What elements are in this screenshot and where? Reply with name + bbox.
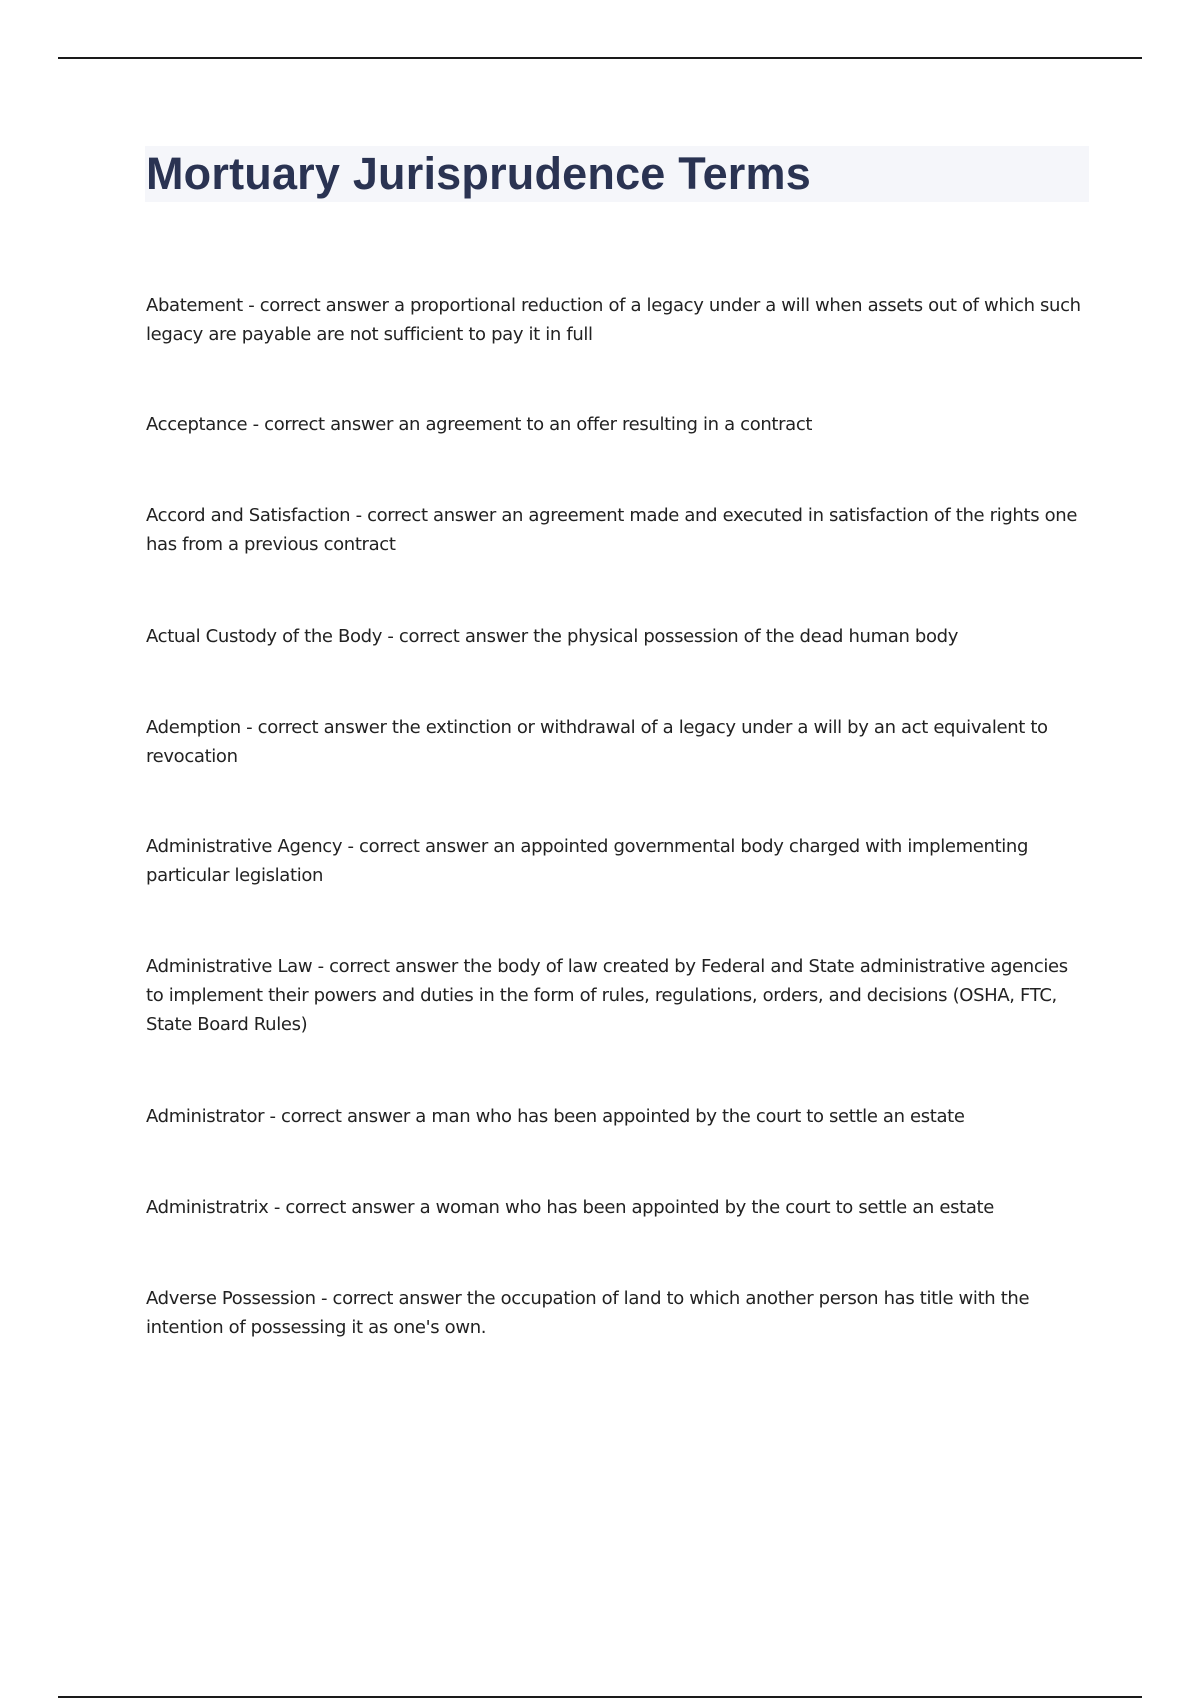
bottom-rule	[58, 1696, 1142, 1698]
document-title: Mortuary Jurisprudence Terms	[146, 148, 811, 199]
term-entry-accord-and-satisfaction: Accord and Satisfaction - correct answer an agreement made and executed in satisfaction of the rights one has from a previous contract	[146, 505, 1078, 555]
term-entry-abatement: Abatement - correct answer a proportional reduction of a legacy under a will when assets out of which such legacy are payable are not sufficient to pay it in full	[146, 295, 1081, 345]
top-rule	[58, 57, 1142, 59]
term-entry-ademption: Ademption - correct answer the extinction or withdrawal of a legacy under a will by an act equivalent to revocation	[146, 717, 1048, 767]
term-entry-acceptance: Acceptance - correct answer an agreement to an offer resulting in a contract	[146, 414, 813, 435]
term-entry-administrator: Administrator - correct answer a man who has been appointed by the court to settle an estate	[146, 1106, 965, 1127]
term-entry-administratrix: Administratrix - correct answer a woman who has been appointed by the court to settle an estate	[146, 1197, 994, 1218]
term-entry-administrative-law: Administrative Law - correct answer the body of law created by Federal and State administrative agencies to implement their powers and duties in the form of rules, regulations, orders, and decisions (OSHA, FTC, State Board Rules)	[146, 956, 1068, 1035]
term-entry-adverse-possession: Adverse Possession - correct answer the occupation of land to which another person has title with the intention of possessing it as one's own.	[146, 1288, 1030, 1338]
term-entry-administrative-agency: Administrative Agency - correct answer an appointed governmental body charged with implementing particular legislation	[146, 836, 1029, 886]
term-entry-actual-custody-of-the-body: Actual Custody of the Body - correct answer the physical possession of the dead human body	[146, 626, 959, 647]
